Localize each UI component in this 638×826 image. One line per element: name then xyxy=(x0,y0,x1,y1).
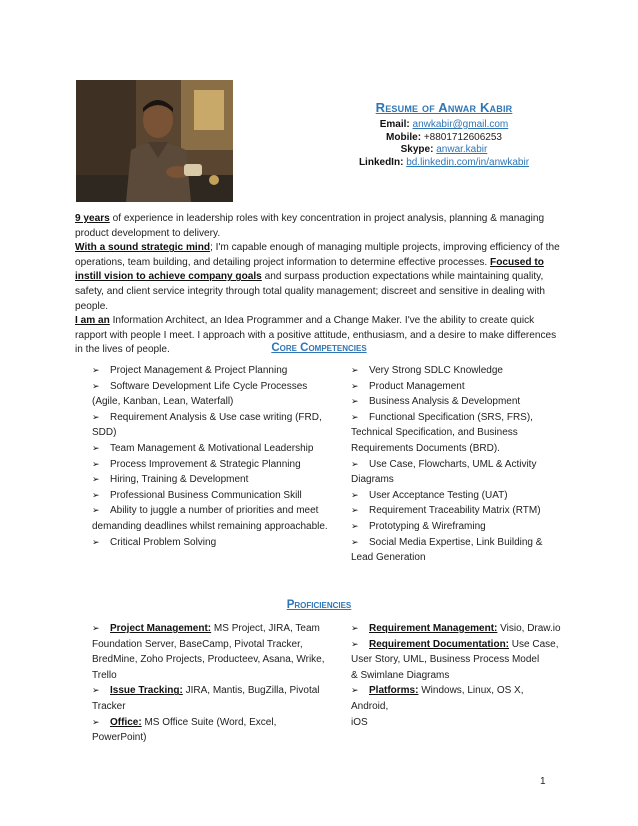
office-line: PowerPoint) xyxy=(92,732,147,744)
competency-text: Lead Generation xyxy=(351,552,426,564)
arrow-bullet-icon: ➢ xyxy=(92,685,100,696)
pm-tools-label: Project Management: xyxy=(110,623,212,634)
experience-text: of experience in leadership roles with key concentration in project analysis, planning & managing product development to delivery. xyxy=(75,213,545,239)
summary-strategy xyxy=(75,241,565,314)
competency-text: Prototyping & Wireframing xyxy=(369,520,486,532)
office-text: MS Office Suite (Word, Excel, xyxy=(141,716,277,728)
linkedin-label: LinkedIn: xyxy=(358,156,404,168)
pm-tools-text: MS Project, JIRA, Team xyxy=(211,623,320,634)
competency-item xyxy=(92,472,342,488)
competency-item xyxy=(351,379,551,395)
issue-tracking-line: Tracker xyxy=(92,700,126,712)
competency-item xyxy=(351,550,551,566)
experience-highlight: 9 years xyxy=(75,213,110,224)
arrow-bullet-icon: ➢ xyxy=(92,505,100,516)
platforms-label: Platforms: xyxy=(369,685,419,697)
office-label: Office: xyxy=(110,716,142,728)
proficiencies-title: Proficiencies xyxy=(286,599,352,611)
mobile-line xyxy=(330,132,558,145)
req-management-text: Visio, Draw.io xyxy=(497,623,561,634)
profile-photo xyxy=(76,80,233,202)
issue-tracking-text: JIRA, Mantis, BugZilla, Pivotal xyxy=(182,685,320,697)
platforms-line: iOS xyxy=(351,716,368,728)
competency-text: demanding deadlines whilst remaining approachable. xyxy=(92,520,328,532)
arrow-bullet-icon: ➢ xyxy=(351,638,359,649)
issue-tracking-item xyxy=(92,683,342,699)
competency-item xyxy=(92,535,342,551)
req-management-label: Requirement Management: xyxy=(369,623,498,634)
arrow-bullet-icon: ➢ xyxy=(351,489,359,500)
req-documentation-item xyxy=(351,637,561,653)
arrow-bullet-icon: ➢ xyxy=(92,411,100,422)
focus-text: and surpass production expectations while maintaining quality, safety, and client service integrity through total quality management; discreet and sensitive in dealing with people. xyxy=(75,271,545,312)
email-line xyxy=(330,119,558,132)
arrow-bullet-icon: ➢ xyxy=(92,623,100,633)
req-management-item xyxy=(351,621,561,637)
competency-text: Very Strong SDLC Knowledge xyxy=(369,365,503,376)
competency-item xyxy=(92,488,342,504)
arrow-bullet-icon: ➢ xyxy=(92,489,100,500)
competency-text: Process Improvement & Strategic Planning xyxy=(110,458,301,470)
arrow-bullet-icon: ➢ xyxy=(351,458,359,469)
competency-text: Critical Problem Solving xyxy=(110,536,217,548)
arrow-bullet-icon: ➢ xyxy=(92,365,100,375)
competency-text: Use Case, Flowcharts, UML & Activity xyxy=(369,458,537,470)
competency-text: Technical Specification, and Business xyxy=(351,427,518,439)
pm-tools-line: Trello xyxy=(92,669,117,681)
arrow-bullet-icon: ➢ xyxy=(351,685,359,696)
pm-tools-line: BredMine, Zoho Projects, Producteev, Asana, Wrike, xyxy=(92,654,325,666)
req-documentation-line: & Swimlane Diagrams xyxy=(351,669,450,681)
competency-item xyxy=(351,488,551,504)
pm-tools-item xyxy=(92,621,342,637)
arrow-bullet-icon: ➢ xyxy=(351,536,359,547)
competency-text: Team Management & Motivational Leadership xyxy=(110,442,314,454)
office-item xyxy=(92,715,342,731)
competency-text: Business Analysis & Development xyxy=(369,396,521,408)
competency-text: Social Media Expertise, Link Building & xyxy=(369,536,543,548)
competency-text: Requirements Documents (BRD). xyxy=(351,442,500,454)
email-link[interactable]: anwkabir@gmail.com xyxy=(412,119,509,130)
strategy-text: ; I'm capable enough of managing multiple projects, improving efficiency of the operations, team building, and detailing project information to determine effective processes. xyxy=(75,242,560,268)
competency-text: Requirement Analysis & Use case writing (FRD, xyxy=(110,411,322,423)
competencies-title: Core Competencies xyxy=(271,342,367,354)
arrow-bullet-icon: ➢ xyxy=(351,411,359,422)
platforms-text: Windows, Linux, OS X, Android, xyxy=(351,685,524,712)
competency-item xyxy=(92,363,342,379)
identity-highlight: I am an xyxy=(75,315,110,327)
email-label: Email: xyxy=(379,119,410,130)
competency-text: (Agile, Kanban, Lean, Waterfall) xyxy=(92,396,234,408)
competency-text: Diagrams xyxy=(351,474,394,486)
arrow-bullet-icon: ➢ xyxy=(92,380,100,391)
arrow-bullet-icon: ➢ xyxy=(351,396,359,407)
strategy-highlight: With a sound strategic mind xyxy=(75,242,211,254)
mobile-label: Mobile: xyxy=(386,131,422,143)
competency-item xyxy=(351,410,551,426)
competency-text: Professional Business Communication Skill xyxy=(110,489,302,501)
competency-text: Project Management & Project Planning xyxy=(110,365,288,376)
arrow-bullet-icon: ➢ xyxy=(92,442,100,453)
platforms-item xyxy=(351,683,561,714)
req-documentation-line: User Story, UML, Business Process Model xyxy=(351,654,540,666)
competency-item xyxy=(92,379,342,395)
identity-text: Information Architect, an Idea Programmer and a Change Maker. I've the ability to create quick rapport with people I meet. I approach with a positive attitude, enthusiasm, and a desire to make differences in the lives of people. xyxy=(75,315,557,356)
linkedin-line xyxy=(330,157,558,170)
arrow-bullet-icon: ➢ xyxy=(351,505,359,516)
competency-item xyxy=(92,457,342,473)
competency-text: Software Development Life Cycle Processes xyxy=(110,380,308,392)
arrow-bullet-icon: ➢ xyxy=(351,365,359,375)
competency-item xyxy=(351,425,551,441)
competency-item xyxy=(351,535,551,551)
competency-item xyxy=(92,410,342,426)
page-number: 1 xyxy=(540,776,546,787)
competency-item xyxy=(92,425,342,441)
proficiencies-right-column xyxy=(351,621,561,730)
competency-text: User Acceptance Testing (UAT) xyxy=(369,489,508,501)
competency-item xyxy=(92,519,342,535)
competencies-left-column xyxy=(92,363,342,550)
competency-item xyxy=(92,441,342,457)
competencies-right-column xyxy=(351,363,551,566)
summary-section xyxy=(75,212,565,358)
issue-tracking-label: Issue Tracking: xyxy=(110,685,183,697)
skype-label: Skype: xyxy=(400,144,434,155)
competency-item xyxy=(92,503,342,519)
competency-text: Functional Specification (SRS, FRS), xyxy=(369,411,533,423)
pm-tools-line: Foundation Server, BaseCamp, Pivotal Tracker, xyxy=(92,638,303,650)
focus-highlight: Focused to instill vision to achieve company goals xyxy=(75,256,544,283)
skype-link[interactable]: anwar.kabir xyxy=(436,144,488,155)
competency-item xyxy=(351,519,551,535)
arrow-bullet-icon: ➢ xyxy=(92,536,100,547)
proficiencies-left-column xyxy=(92,621,342,746)
competency-text: SDD) xyxy=(92,427,117,439)
competency-text: Requirement Traceability Matrix (RTM) xyxy=(369,505,541,517)
competency-item xyxy=(351,472,551,488)
req-documentation-text: Use Case, xyxy=(509,638,559,650)
arrow-bullet-icon: ➢ xyxy=(92,716,100,727)
competency-text: Hiring, Training & Development xyxy=(110,474,249,486)
summary-experience xyxy=(75,212,565,241)
competency-item xyxy=(351,441,551,457)
competency-item xyxy=(92,394,342,410)
linkedin-link[interactable]: bd.linkedin.com/in/anwkabir xyxy=(406,156,530,168)
competency-text: Product Management xyxy=(369,380,465,392)
competency-item xyxy=(351,394,551,410)
competency-item xyxy=(351,457,551,473)
arrow-bullet-icon: ➢ xyxy=(351,520,359,531)
competency-text: Ability to juggle a number of priorities and meet xyxy=(110,505,319,517)
arrow-bullet-icon: ➢ xyxy=(351,380,359,391)
resume-title: Resume of Anwar Kabir xyxy=(375,100,513,115)
competency-item xyxy=(351,363,551,379)
mobile-number: +8801712606253 xyxy=(423,131,502,143)
competency-item xyxy=(351,503,551,519)
arrow-bullet-icon: ➢ xyxy=(92,458,100,469)
skype-line xyxy=(330,144,558,157)
req-documentation-label: Requirement Documentation: xyxy=(369,638,510,650)
arrow-bullet-icon: ➢ xyxy=(92,474,100,485)
arrow-bullet-icon: ➢ xyxy=(351,623,359,633)
resume-header xyxy=(330,100,558,169)
